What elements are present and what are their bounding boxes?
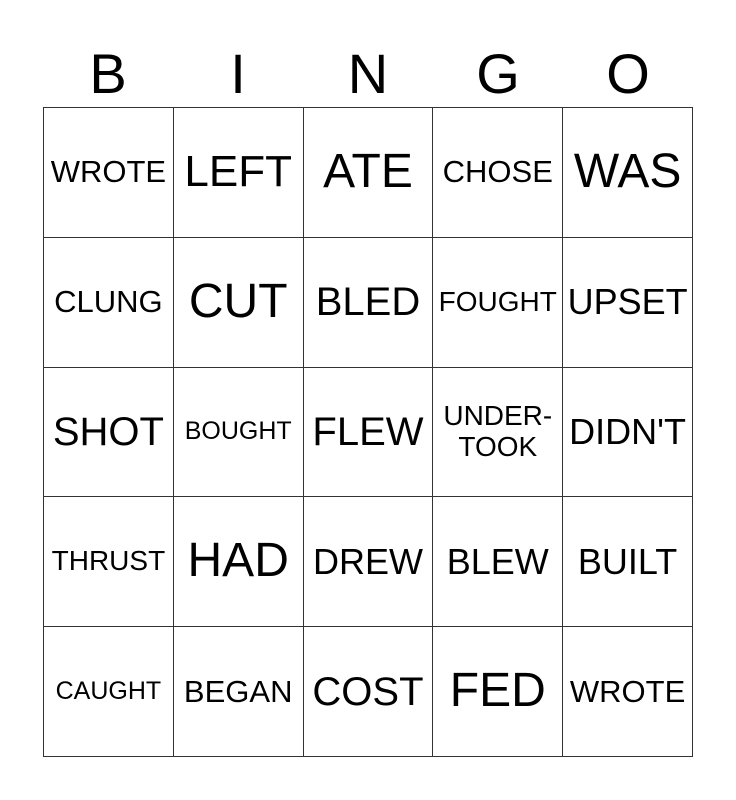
bingo-cell-r3-c5[interactable]: DIDN'T xyxy=(563,368,693,498)
bingo-cell-r5-c5[interactable]: WROTE xyxy=(563,627,693,757)
bingo-cell-r4-c1[interactable]: THRUST xyxy=(44,497,174,627)
header-letter-n: N xyxy=(347,42,389,105)
bingo-cell-r2-c5[interactable]: UPSET xyxy=(563,238,693,368)
bingo-cell-r5-c3[interactable]: COST xyxy=(304,627,434,757)
bingo-cell-r5-c4[interactable]: FED xyxy=(433,627,563,757)
bingo-cell-r4-c5[interactable]: BUILT xyxy=(563,497,693,627)
bingo-cell-r5-c1[interactable]: CAUGHT xyxy=(44,627,174,757)
bingo-cell-r3-c3[interactable]: FLEW xyxy=(304,368,434,498)
header-letter-i: I xyxy=(230,42,246,105)
bingo-cell-r1-c5[interactable]: WAS xyxy=(563,108,693,238)
header-letter-g: G xyxy=(476,42,520,105)
bingo-cell-r3-c2[interactable]: BOUGHT xyxy=(174,368,304,498)
bingo-cell-r2-c4[interactable]: FOUGHT xyxy=(433,238,563,368)
header-letter-b: B xyxy=(89,42,127,105)
bingo-cell-r2-c2[interactable]: CUT xyxy=(174,238,304,368)
bingo-cell-r4-c2[interactable]: HAD xyxy=(174,497,304,627)
bingo-cell-r1-c1[interactable]: WROTE xyxy=(44,108,174,238)
bingo-cell-r2-c1[interactable]: CLUNG xyxy=(44,238,174,368)
bingo-cell-r4-c4[interactable]: BLEW xyxy=(433,497,563,627)
bingo-cell-r1-c3[interactable]: ATE xyxy=(304,108,434,238)
bingo-board xyxy=(43,107,693,757)
bingo-cell-r3-c1[interactable]: SHOT xyxy=(44,368,174,498)
bingo-cell-r3-c4[interactable]: UNDER- TOOK xyxy=(433,368,563,498)
bingo-cell-r4-c3[interactable]: DREW xyxy=(304,497,434,627)
bingo-cell-r1-c4[interactable]: CHOSE xyxy=(433,108,563,238)
bingo-cell-r1-c2[interactable]: LEFT xyxy=(174,108,304,238)
bingo-header xyxy=(43,40,693,108)
bingo-cell-r5-c2[interactable]: BEGAN xyxy=(174,627,304,757)
bingo-cell-r2-c3[interactable]: BLED xyxy=(304,238,434,368)
header-letter-o: O xyxy=(606,42,650,105)
